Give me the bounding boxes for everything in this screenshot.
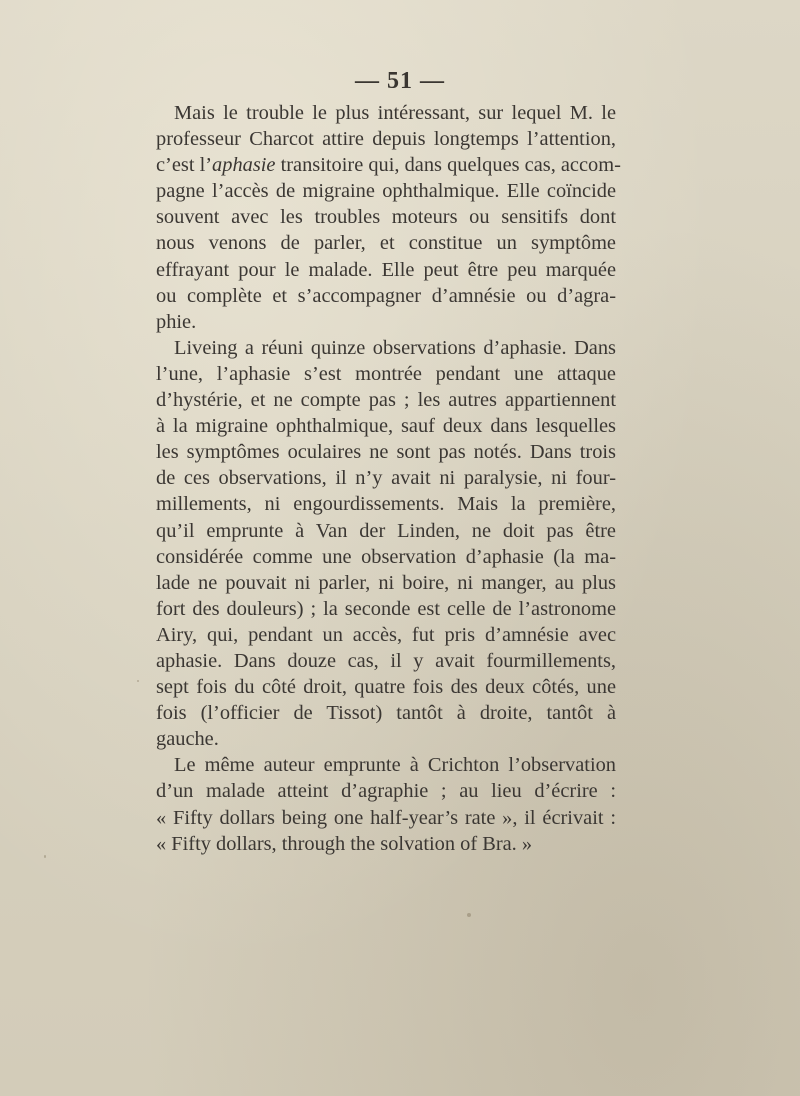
text-line: Mais le trouble le plus intéressant, sur lequel M. le bbox=[174, 102, 616, 124]
text-run: transitoire qui, dans quelques cas, accom- bbox=[275, 154, 621, 177]
page-number: — 51 — bbox=[355, 68, 445, 94]
text-line: professeur Charcot attire depuis longtemps l’attention, bbox=[156, 128, 616, 151]
text-line: nous venons de parler, et constitue un symptôme bbox=[156, 232, 616, 255]
text-line: d’hystérie, et ne compte pas ; les autres appartiennent bbox=[156, 389, 616, 412]
text-line: « Fifty dollars, through the solvation of Bra. » bbox=[156, 832, 533, 855]
text-line bbox=[156, 152, 621, 178]
text-line: les symptômes oculaires ne sont pas notés. Dans trois bbox=[156, 441, 616, 464]
paper-spot bbox=[467, 913, 471, 917]
text-line: ou complète et s’accompagner d’amnésie ou d’agra- bbox=[156, 284, 616, 307]
text-line: de ces observations, il n’y avait ni paralysie, ni four- bbox=[156, 467, 616, 490]
paper-spot bbox=[137, 680, 139, 682]
text-run: c’est l’ bbox=[156, 154, 213, 177]
text-line: Airy, qui, pendant un accès, fut pris d’amnésie avec bbox=[156, 623, 616, 646]
text-line: qu’il emprunte à Van der Linden, ne doit pas être bbox=[156, 519, 616, 542]
paragraph-liveing bbox=[156, 335, 616, 753]
paragraph-aphasie bbox=[156, 100, 621, 335]
text-line: d’un malade atteint d’agraphie ; au lieu d’écrire : bbox=[156, 780, 616, 803]
text-line: « Fifty dollars being one half-year’s rate », il écrivait : bbox=[156, 806, 616, 829]
text-line: Liveing a réuni quinze observations d’aphasie. Dans bbox=[174, 336, 616, 359]
body-text bbox=[156, 100, 621, 857]
text-line: lade ne pouvait ni parler, ni boire, ni manger, au plus bbox=[156, 571, 616, 594]
text-line: gauche. bbox=[156, 728, 219, 751]
text-line: sept fois du côté droit, quatre fois des deux côtés, une bbox=[156, 676, 616, 699]
text-line: l’une, l’aphasie s’est montrée pendant une attaque bbox=[156, 362, 616, 385]
text-line: phie. bbox=[156, 310, 197, 333]
paper-spot bbox=[44, 855, 46, 858]
text-line: fort des douleurs) ; la seconde est celle de l’astronome bbox=[156, 597, 616, 620]
text-line: millements, ni engourdissements. Mais la première, bbox=[156, 493, 616, 516]
text-line: effrayant pour le malade. Elle peut être peu marquée bbox=[156, 258, 616, 281]
paragraph-crichton bbox=[156, 752, 616, 856]
text-line: aphasie. Dans douze cas, il y avait fourmillements, bbox=[156, 649, 616, 672]
italic-term: aphasie bbox=[212, 154, 276, 177]
text-line: considérée comme une observation d’aphasie (la ma- bbox=[156, 545, 616, 568]
text-line: Le même auteur emprunte à Crichton l’observation bbox=[174, 754, 616, 777]
text-line: fois (l’officier de Tissot) tantôt à droite, tantôt à bbox=[156, 702, 616, 725]
text-line: à la migraine ophthalmique, sauf deux dans lesquelles bbox=[156, 415, 616, 438]
text-line: souvent avec les troubles moteurs ou sensitifs dont bbox=[156, 206, 616, 229]
text-line: pagne l’accès de migraine ophthalmique. Elle coïncide bbox=[156, 180, 616, 203]
